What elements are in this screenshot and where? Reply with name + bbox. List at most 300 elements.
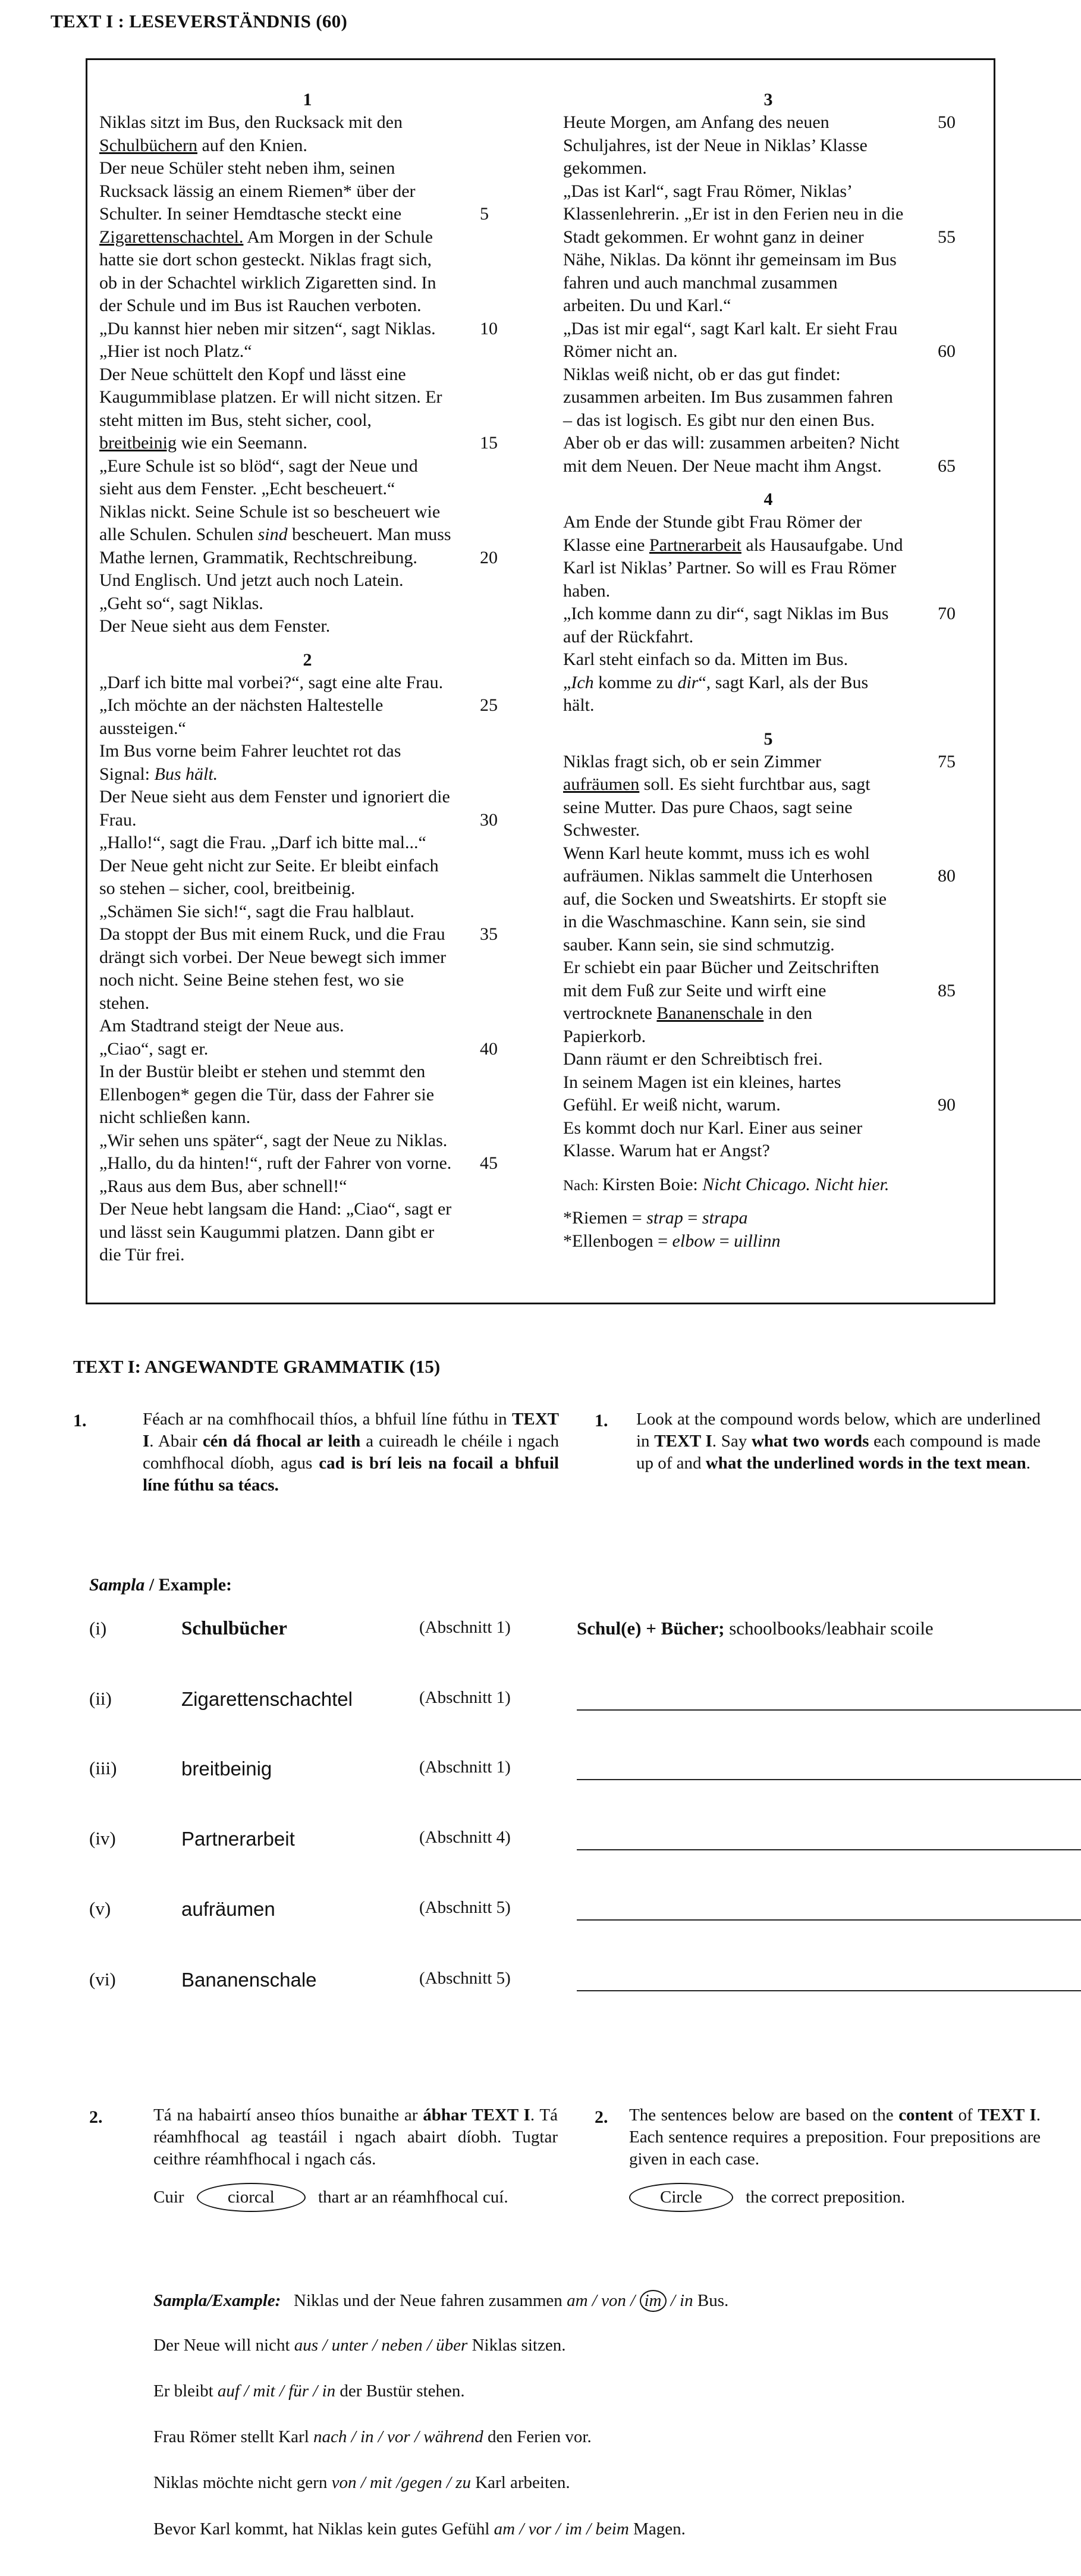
text-segment: Am Ende der Stunde gibt Frau Römer der bbox=[563, 512, 862, 532]
text-segment: „Du kannst hier neben mir sitzen“, sagt Niklas. bbox=[99, 318, 436, 338]
text-line-content bbox=[563, 695, 595, 715]
row-number: (v) bbox=[89, 1898, 111, 1919]
sample-answer-rest: schoolbooks/leabhair scoile bbox=[724, 1618, 934, 1639]
text-line bbox=[99, 592, 516, 616]
text-segment: In seinem Magen ist ein kleines, hartes bbox=[563, 1072, 841, 1092]
section-reference: (Abschnitt 1) bbox=[419, 1688, 511, 1707]
text-segment: Ich bbox=[571, 672, 594, 692]
section-gap bbox=[563, 478, 973, 488]
text-line-content bbox=[99, 1039, 208, 1059]
text-line-content bbox=[563, 958, 879, 977]
text-segment: Kaugummiblase platzen. Er will nicht sitzen. Er bbox=[99, 387, 442, 407]
text-line bbox=[563, 294, 973, 318]
text-segment: “, sagt Karl, als der Bus bbox=[698, 672, 869, 692]
compound-word: Partnerarbeit bbox=[181, 1828, 295, 1850]
text-segment: so stehen – sicher, cool, breitbeinig. bbox=[99, 878, 356, 898]
text-line-content bbox=[99, 1199, 451, 1219]
section-reference: (Abschnitt 4) bbox=[419, 1828, 511, 1847]
text-segment: der Schule und im Bus ist Rauchen verboten. bbox=[99, 296, 422, 315]
text-line-content bbox=[563, 1118, 862, 1138]
text-line-content bbox=[563, 1049, 823, 1069]
question-1-english-text bbox=[636, 1408, 1041, 1474]
text-line-content bbox=[99, 181, 416, 201]
text-segment: Es kommt doch nur Karl. Einer aus seiner bbox=[563, 1118, 863, 1138]
text-segment: breitbeinig bbox=[99, 433, 177, 453]
answer-line[interactable] bbox=[577, 1849, 1081, 1850]
text-line-content bbox=[563, 1027, 646, 1046]
row-number: (vi) bbox=[89, 1969, 116, 1990]
text-line bbox=[563, 956, 973, 980]
row-number: (iv) bbox=[89, 1828, 116, 1849]
text-line bbox=[99, 111, 516, 134]
text-segment: = bbox=[715, 1231, 734, 1251]
text-line bbox=[99, 226, 516, 249]
text-line-content bbox=[99, 856, 439, 876]
text-segment: alle Schulen. Schulen bbox=[99, 525, 258, 544]
text-line-content bbox=[563, 227, 864, 247]
line-number: 5 bbox=[480, 204, 489, 224]
answer-line[interactable] bbox=[577, 1779, 1081, 1780]
text-line bbox=[563, 511, 973, 534]
text-segment: „Hallo!“, sagt die Frau. „Darf ich bitte mal...“ bbox=[99, 833, 426, 852]
text-line-content bbox=[99, 319, 436, 338]
section-number: 5 bbox=[763, 729, 773, 749]
text-line bbox=[563, 603, 973, 626]
q1-english-segment: what two words bbox=[751, 1432, 869, 1451]
text-line-content bbox=[99, 502, 440, 522]
text-segment: in den bbox=[763, 1003, 812, 1023]
preposition-options[interactable]: aus / unter / neben / über bbox=[294, 2336, 468, 2355]
text-line-content bbox=[563, 1003, 812, 1023]
text-segment: Im Bus vorne beim Fahrer leuchtet rot das bbox=[99, 741, 401, 761]
line-number: 55 bbox=[938, 227, 956, 247]
text-line bbox=[563, 1174, 973, 1197]
text-line-content bbox=[99, 227, 433, 247]
text-line bbox=[99, 294, 516, 318]
text-line bbox=[563, 557, 973, 580]
text-line bbox=[563, 455, 973, 478]
text-line-content bbox=[563, 273, 837, 293]
q1-irish-segment: TEXT I bbox=[143, 1410, 559, 1451]
text-line bbox=[99, 1152, 516, 1175]
text-segment: Römer nicht an. bbox=[563, 341, 678, 361]
text-line bbox=[99, 432, 516, 455]
text-line bbox=[563, 1207, 973, 1230]
example-options-a: am / von / bbox=[567, 2291, 640, 2310]
preposition-sentence bbox=[153, 2382, 465, 2401]
text-segment: In der Bustür bleibt er stehen und stemmt den bbox=[99, 1062, 426, 1081]
sentence-pre: Frau Römer stellt Karl bbox=[153, 2427, 314, 2446]
text-segment: steht mitten im Bus, steht sicher, cool, bbox=[99, 410, 372, 430]
text-line-content bbox=[563, 889, 887, 909]
compound-word-row bbox=[89, 1898, 1041, 1922]
q1-english-segment: . bbox=[1026, 1454, 1030, 1473]
text-segment: Schwester. bbox=[563, 820, 640, 840]
text-line-content bbox=[99, 1107, 250, 1127]
row-number: (iii) bbox=[89, 1758, 117, 1778]
sentence-post: den Ferien vor. bbox=[483, 2427, 592, 2446]
preposition-options[interactable]: am / vor / im / beim bbox=[494, 2519, 629, 2539]
text-line bbox=[99, 1060, 516, 1084]
text-line bbox=[99, 180, 516, 203]
text-line bbox=[99, 1038, 516, 1061]
q2-english-segment: . Each sentence requires a preposition. Four prepositions are given in each case. bbox=[629, 2106, 1041, 2169]
text-line bbox=[563, 1094, 973, 1117]
section-number: 4 bbox=[763, 490, 773, 509]
text-line-content bbox=[99, 902, 414, 921]
text-line-content bbox=[99, 970, 404, 990]
text-segment: zusammen arbeiten. Im Bus zusammen fahren bbox=[563, 387, 893, 407]
text-line bbox=[99, 969, 516, 992]
text-line-content bbox=[563, 650, 848, 669]
text-segment: wie ein Seemann. bbox=[176, 433, 307, 453]
text-segment: „ bbox=[563, 672, 571, 692]
text-line bbox=[563, 386, 973, 409]
q1-english-segment: TEXT I bbox=[654, 1432, 712, 1451]
english-instruction-post: the correct preposition. bbox=[746, 2188, 906, 2207]
section-number: 3 bbox=[763, 90, 773, 109]
text-line-content bbox=[563, 581, 610, 601]
text-line-content bbox=[563, 1208, 748, 1228]
text-line-content bbox=[563, 1231, 780, 1251]
text-line bbox=[99, 272, 516, 295]
preposition-sentence bbox=[153, 2473, 570, 2493]
text-segment: Nach: bbox=[563, 1177, 602, 1194]
text-line bbox=[563, 1117, 973, 1140]
text-line bbox=[563, 249, 973, 272]
text-segment: hält. bbox=[563, 695, 595, 715]
text-segment: seine Mutter. Das pure Chaos, sagt seine bbox=[563, 797, 853, 817]
sample-heading-english: / Example: bbox=[144, 1575, 232, 1595]
text-line-content bbox=[99, 250, 432, 269]
text-line-content bbox=[563, 752, 821, 771]
answer-line[interactable] bbox=[577, 1709, 1081, 1711]
example-sentence bbox=[153, 2290, 728, 2312]
text-line-content bbox=[563, 456, 882, 476]
text-line-content bbox=[99, 548, 417, 567]
compound-word: Bananenschale bbox=[181, 1969, 317, 1991]
section-reference: (Abschnitt 1) bbox=[419, 1618, 511, 1637]
q1-english-segment: each compound is made up of and bbox=[636, 1432, 1041, 1473]
irish-instruction-pre: Cuir bbox=[153, 2188, 184, 2207]
text-line-content bbox=[563, 604, 888, 623]
text-segment: Dann räumt er den Schreibtisch frei. bbox=[563, 1049, 823, 1069]
text-segment: Bananenschale bbox=[656, 1003, 764, 1023]
text-segment: „Ich komme dann zu dir“, sagt Niklas im Bus bbox=[563, 604, 889, 623]
text-line bbox=[563, 432, 973, 455]
text-line-content bbox=[99, 525, 451, 544]
q2-irish-segment: ábhar TEXT I bbox=[423, 2106, 530, 2125]
text-segment: Niklas sitzt im Bus, den Rucksack mit den bbox=[99, 112, 403, 132]
text-segment: Niklas fragt sich, ob er sein Zimmer bbox=[563, 751, 822, 771]
text-segment: „Geht so“, sagt Niklas. bbox=[99, 593, 263, 613]
text-segment: *Riemen = bbox=[563, 1208, 647, 1228]
text-segment: auf den Knien. bbox=[197, 135, 307, 155]
text-line bbox=[563, 534, 973, 557]
text-line bbox=[563, 672, 973, 695]
text-line-content bbox=[563, 1095, 781, 1115]
text-segment: aussteigen.“ bbox=[99, 718, 186, 738]
text-line bbox=[99, 1244, 516, 1267]
text-segment: sind bbox=[257, 525, 288, 544]
text-line bbox=[99, 900, 516, 924]
text-line-content bbox=[99, 365, 406, 384]
text-segment: Schulter. In seiner Hemdtasche steckt eine bbox=[99, 204, 402, 224]
text-line bbox=[563, 1048, 973, 1071]
text-line bbox=[563, 648, 973, 672]
example-circled-answer: im bbox=[640, 2290, 667, 2312]
text-line-content bbox=[563, 204, 903, 224]
text-segment: uillinn bbox=[734, 1231, 781, 1251]
text-line-content bbox=[99, 616, 330, 636]
text-segment: Klasse eine bbox=[563, 535, 649, 555]
text-line bbox=[563, 626, 973, 649]
text-line bbox=[99, 455, 516, 478]
q1-irish-segment: Féach ar na comhfhocail thíos, a bhfuil líne fúthu in bbox=[143, 1410, 513, 1429]
text-line bbox=[563, 1002, 973, 1025]
text-line bbox=[99, 547, 516, 570]
text-line-content bbox=[99, 112, 403, 132]
preposition-sentence bbox=[153, 2519, 686, 2539]
text-line-content bbox=[563, 843, 870, 863]
text-segment: „Eure Schule ist so blöd“, sagt der Neue und bbox=[99, 456, 418, 476]
text-line-content bbox=[99, 993, 149, 1013]
line-number: 90 bbox=[938, 1095, 956, 1115]
text-line-content bbox=[99, 410, 372, 430]
question-2-number-english: 2. bbox=[595, 2107, 608, 2127]
sentence-post: Karl arbeiten. bbox=[470, 2473, 570, 2492]
text-line bbox=[563, 180, 973, 203]
text-line-content bbox=[563, 512, 862, 532]
text-line bbox=[99, 694, 516, 717]
line-number: 65 bbox=[938, 456, 956, 476]
text-line-content bbox=[99, 433, 307, 453]
text-segment: – das ist logisch. Es gibt nur den einen Bus. bbox=[563, 410, 875, 430]
text-line-content bbox=[99, 1153, 451, 1173]
text-segment: Der Neue geht nicht zur Seite. Er bleibt einfach bbox=[99, 855, 439, 876]
text-segment: die Tür frei. bbox=[99, 1245, 185, 1265]
text-line-content bbox=[563, 558, 896, 578]
text-segment: Signal: bbox=[99, 764, 155, 784]
compound-word-row bbox=[89, 1688, 1041, 1712]
row-number: (i) bbox=[89, 1618, 107, 1639]
text-line-content bbox=[99, 570, 404, 590]
text-line bbox=[99, 855, 516, 878]
text-line bbox=[563, 409, 973, 432]
text-segment: „Hier ist noch Platz.“ bbox=[99, 341, 252, 361]
text-segment: strap bbox=[646, 1208, 683, 1228]
text-line bbox=[99, 672, 516, 695]
text-line-content bbox=[99, 833, 426, 852]
line-number: 20 bbox=[480, 547, 498, 567]
text-line-content bbox=[99, 296, 422, 315]
text-line bbox=[99, 569, 516, 592]
text-segment: Rucksack lässig an einem Riemen* über der bbox=[99, 181, 416, 201]
text-segment: mit dem Fuß zur Seite und wirft eine bbox=[563, 980, 827, 1000]
text-line-content bbox=[563, 935, 835, 955]
text-line bbox=[563, 934, 973, 957]
text-segment: und lässt sein Kaugummi platzen. Dann gibt er bbox=[99, 1222, 435, 1242]
text-line-content bbox=[563, 1141, 770, 1160]
q1-english-segment: Look at the compound words below, which are underlined in bbox=[636, 1410, 1041, 1451]
text-segment: Der Neue sieht aus dem Fenster. bbox=[99, 616, 331, 636]
text-line bbox=[99, 501, 516, 524]
text-segment: „Das ist Karl“, sagt Frau Römer, Niklas’ bbox=[563, 181, 853, 201]
text-segment: Partnerarbeit bbox=[649, 535, 741, 555]
text-line bbox=[563, 796, 973, 820]
text-line bbox=[563, 226, 973, 249]
text-segment: „Hallo, du da hinten!“, ruft der Fahrer von vorne. bbox=[99, 1153, 452, 1173]
text-line-content bbox=[99, 1222, 434, 1242]
line-number: 45 bbox=[480, 1153, 498, 1173]
text-line bbox=[99, 809, 516, 832]
section-number: 2 bbox=[303, 650, 312, 670]
preposition-sentence bbox=[153, 2336, 565, 2355]
text-line bbox=[563, 363, 973, 387]
text-segment: „Darf ich bitte mal vorbei?“, sagt eine alte Frau. bbox=[99, 672, 444, 692]
text-line bbox=[99, 1129, 516, 1153]
example-pre: Niklas und der Neue fahren zusammen bbox=[294, 2291, 567, 2310]
text-segment: Klasse. Warum hat er Angst? bbox=[563, 1141, 770, 1160]
text-segment: in die Waschmaschine. Kann sein, sie sind bbox=[563, 912, 866, 931]
grammar-section-title: TEXT I: ANGEWANDTE GRAMMATIK (15) bbox=[73, 1356, 441, 1377]
text-segment: fahren und auch manchmal zusammen bbox=[563, 272, 838, 293]
text-line-content bbox=[99, 764, 218, 784]
line-number: 40 bbox=[480, 1038, 498, 1059]
q1-irish-segment: . Abair bbox=[149, 1432, 203, 1451]
sentence-pre: Der Neue will nicht bbox=[153, 2336, 294, 2355]
text-line bbox=[563, 318, 973, 341]
text-line-content bbox=[563, 774, 871, 794]
text-segment: Am Morgen in der Schule bbox=[243, 227, 433, 247]
text-segment: drängt sich vorbei. Der Neue bewegt sich immer bbox=[99, 947, 447, 967]
text-line-content bbox=[99, 341, 252, 361]
text-line-content bbox=[563, 673, 868, 692]
text-line-content bbox=[99, 878, 355, 898]
line-number: 25 bbox=[480, 695, 498, 715]
text-line-content bbox=[99, 204, 401, 224]
text-segment: Er schiebt ein paar Bücher und Zeitschriften bbox=[563, 958, 879, 977]
text-segment: mit dem Neuen. Der Neue macht ihm Angst. bbox=[563, 456, 882, 476]
reading-column-right bbox=[563, 89, 973, 1253]
text-line bbox=[99, 318, 516, 341]
text-line bbox=[563, 340, 973, 363]
section-gap bbox=[563, 717, 973, 728]
text-line-content bbox=[99, 158, 395, 178]
text-line bbox=[99, 1175, 516, 1198]
text-line-content bbox=[99, 810, 137, 830]
text-segment: arbeiten. Du und Karl.“ bbox=[563, 296, 731, 315]
q1-irish-segment: a cuireadh le chéile i ngach comhfhocal díobh, agus bbox=[143, 1432, 559, 1473]
sample-answer-bold: Schul(e) + Bücher; bbox=[577, 1618, 725, 1639]
text-line bbox=[99, 478, 516, 501]
preposition-options[interactable]: von / mit /gegen / zu bbox=[331, 2473, 471, 2492]
compound-word: aufräumen bbox=[181, 1898, 275, 1920]
answer-line[interactable] bbox=[577, 1990, 1081, 1991]
sample-answer bbox=[577, 1618, 934, 1639]
text-line bbox=[563, 111, 973, 134]
compound-word: Schulbücher bbox=[181, 1618, 287, 1639]
text-segment: aufräumen bbox=[563, 774, 640, 794]
reading-text-box bbox=[86, 58, 995, 1304]
text-line-content bbox=[563, 250, 897, 269]
preposition-options[interactable]: nach / in / vor / während bbox=[313, 2427, 483, 2446]
text-segment: Ellenbogen* gegen die Tür, dass der Fahrer sie bbox=[99, 1084, 435, 1105]
text-segment: vertrocknete bbox=[563, 1003, 657, 1023]
text-segment: „Das ist mir egal“, sagt Karl kalt. Er sieht Frau bbox=[563, 318, 898, 338]
irish-instruction bbox=[153, 2183, 508, 2212]
reading-column-left bbox=[99, 89, 516, 1267]
text-line bbox=[563, 865, 973, 888]
text-segment: Der Neue schüttelt den Kopf und lässt eine bbox=[99, 364, 406, 384]
text-line bbox=[99, 717, 516, 741]
text-segment: noch nicht. Seine Beine stehen fest, wo sie bbox=[99, 970, 404, 990]
sentence-post: der Bustür stehen. bbox=[335, 2382, 465, 2401]
text-segment: Aber ob er das will: zusammen arbeiten? Nicht bbox=[563, 433, 900, 453]
text-line-content bbox=[563, 1072, 841, 1092]
text-line-content bbox=[99, 1131, 447, 1150]
q1-english-segment: . Say bbox=[712, 1432, 752, 1451]
line-number: 80 bbox=[938, 866, 956, 886]
question-1-irish-text bbox=[143, 1408, 559, 1496]
answer-line[interactable] bbox=[577, 1919, 1081, 1921]
text-line-content bbox=[563, 981, 826, 1000]
text-segment: Gefühl. Er weiß nicht, warum. bbox=[563, 1095, 781, 1115]
text-line bbox=[99, 340, 516, 363]
preposition-options[interactable]: auf / mit / für / in bbox=[217, 2382, 336, 2401]
text-segment: sieht aus dem Fenster. „Echt bescheuert.“ bbox=[99, 479, 395, 498]
text-segment: Bus hält. bbox=[154, 764, 218, 784]
text-segment: hatte sie dort schon gesteckt. Niklas fragt sich, bbox=[99, 250, 432, 269]
text-segment: Nähe, Niklas. Da könnt ihr gemeinsam im Bus bbox=[563, 250, 897, 269]
section-gap bbox=[563, 1196, 973, 1207]
text-segment: Da stoppt der Bus mit einem Ruck, und die Frau bbox=[99, 924, 445, 944]
section-gap bbox=[99, 638, 516, 649]
irish-circle-oval: ciorcal bbox=[197, 2183, 306, 2212]
text-line-content bbox=[99, 387, 442, 407]
section-number: 1 bbox=[303, 90, 312, 109]
text-line-content bbox=[99, 1016, 344, 1036]
text-line-content bbox=[563, 433, 900, 453]
text-line-content bbox=[563, 820, 640, 840]
compound-word: breitbeinig bbox=[181, 1758, 272, 1780]
text-segment: dir bbox=[677, 672, 699, 692]
text-segment: Kirsten Boie: bbox=[602, 1174, 703, 1194]
text-line-content bbox=[563, 535, 903, 555]
text-line bbox=[99, 157, 516, 180]
text-line-content bbox=[99, 136, 307, 155]
section-gap bbox=[563, 1163, 973, 1174]
text-line bbox=[99, 134, 516, 158]
section-reference: (Abschnitt 1) bbox=[419, 1758, 511, 1777]
q2-english-segment: content bbox=[898, 2106, 954, 2125]
text-line-content bbox=[99, 787, 450, 807]
text-line bbox=[563, 1071, 973, 1094]
text-line-content bbox=[99, 273, 436, 293]
text-line-content bbox=[99, 1176, 347, 1196]
q1-english-segment: what the underlined words in the text mean bbox=[705, 1454, 1026, 1473]
question-2-irish-text bbox=[153, 2104, 558, 2170]
text-segment: sauber. Kann sein, sie sind schmutzig. bbox=[563, 934, 835, 955]
question-1-number-english: 1. bbox=[595, 1411, 608, 1430]
example-label: Sampla/Example: bbox=[153, 2291, 281, 2310]
text-line-content bbox=[563, 319, 897, 338]
text-line bbox=[99, 786, 516, 809]
section-reference: (Abschnitt 5) bbox=[419, 1898, 511, 1917]
text-line-content bbox=[99, 1245, 185, 1265]
text-segment: Am Stadtrand steigt der Neue aus. bbox=[99, 1016, 344, 1036]
text-segment: Niklas weiß nicht, ob er das gut findet: bbox=[563, 364, 841, 384]
